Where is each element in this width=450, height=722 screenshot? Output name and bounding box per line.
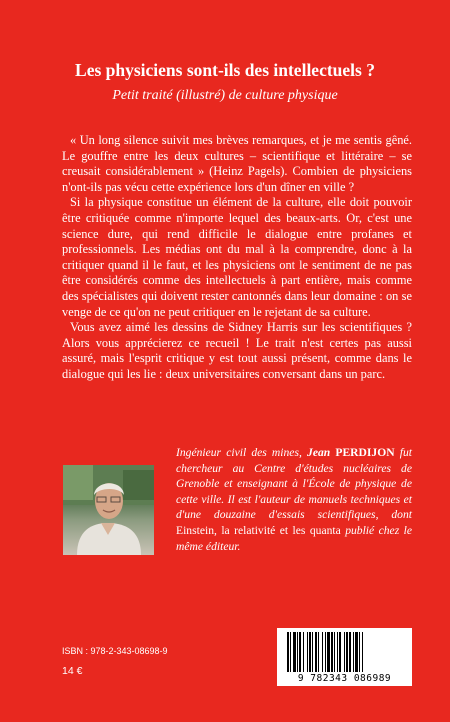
blurb-paragraph-3: Vous avez aimé les dessins de Sidney Harris sur les scientifiques ? Alors vous apprécierez ce recueil ! Le trait n'est certes pas aussi assuré, mais l'esprit critique y est tout aussi présent, comme dans le dialogue qui les lie : deux universitaires conversant dans un parc. [62,320,412,381]
book-subtitle: Petit traité (illustré) de culture physique [112,88,338,103]
book-title: Les physiciens sont-ils des intellectuels ? [75,60,375,80]
barcode [277,628,412,686]
isbn: ISBN : 978-2-343-08698-9 [62,646,168,656]
author-first-name: Jean [307,446,336,459]
bio-part-1: fut chercheur au Centre d'études nucléaires de Grenoble et enseignant à l'École de physique de cette ville. Il est l'auteur de manuels techniques et d'une douzaine d'essais scientifiques, dont [176,446,413,522]
barcode-digits: 9 782343 086989 [297,673,392,684]
bio-intro: Ingénieur civil des mines, [176,446,308,459]
blurb-paragraph-2: Si la physique constitue un élément de la culture, elle doit pouvoir être critiquée comme n'importe lequel des beaux-arts. Or, c'est une science dure, qui rend difficile le dialogue entre profanes et professionnels. Les médias ont du mal à la comprendre, donc à la critiquer quand il le faut, et les physiciens ont le sentiment de ne pas être considérés comme des intellectuels à part entière, mais comme des spécialistes qui doivent rester cantonnés dans leur domaine : on se venge de ce qu'on ne peut critiquer en le rejetant de sa culture. [62,195,412,319]
price: 14 € [62,665,83,677]
book-reference: Einstein, la relativité et les quanta [176,523,341,537]
bio-part-2: publié chez le même éditeur. [176,523,412,553]
author-bio [176,445,412,554]
blurb [62,133,412,383]
blurb-paragraph-1: « Un long silence suivit mes brèves remarques, et je me sentis gêné. Le gouffre entre les deux cultures – scientifique et littéraire – se creusait considérablement » (Heinz Pagels). Combien de physiciens n'ont-ils pas vécu cette expérience lors d'un dîner en ville ? [62,133,412,194]
author-last-name: PERDIJON [335,446,395,459]
author-photo [63,465,154,555]
barcode-bars [277,632,412,678]
